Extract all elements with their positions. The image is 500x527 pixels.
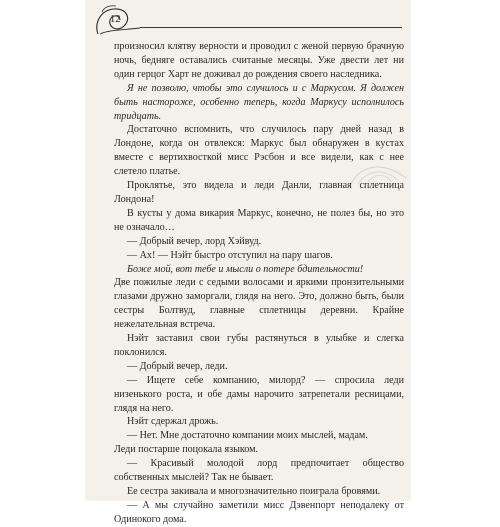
paragraph: В кусты у дома викария Маркус, конечно, не полез бы, но это не означало…: [114, 207, 404, 233]
paragraph: Нэйт заставил свои губы растянуться в улыбке и слегка поклонился.: [114, 333, 404, 358]
paragraph: — Красивый молодой лорд предпочитает общество собственных мыслей? Так не бывает.: [114, 458, 404, 484]
paragraph: — Добрый вечер, лорд Хэйвуд.: [127, 235, 262, 247]
paragraph: — Нет. Мне достаточно компании моих мыслей, мадам.: [127, 430, 368, 442]
paragraph: Достаточно вспомнить, что случилось пару дней назад в Лондоне, когда он отвлекся: Маркус был обнаружен в кустах вместе с вертихвосткой мисс Рэсбон и все видели, как с нее слетело платье.: [114, 124, 404, 178]
paragraph: Леди постарше поцокала языком.: [114, 444, 259, 456]
paragraph: Я не позволю, чтобы это случилось и с Маркусом. Я должен быть настороже, особенно теперь, когда Маркусу исполнилось тридцать.: [114, 82, 404, 122]
paragraph: Проклятье, это видела и леди Данли, главная сплетница Лондона!: [114, 180, 404, 205]
body-text: [114, 40, 404, 527]
header-rule: [140, 27, 402, 28]
paragraph: — Добрый вечер, леди.: [127, 360, 228, 372]
book-page: [86, 0, 410, 525]
paragraph: произносил клятву верности и проводил с женой первую брачную ночь, бедняге оставались считаные месяцы. Уже двести лет ни один герцог Харт не доживал до рождения своего наследника.: [114, 41, 404, 80]
paragraph: Боже мой, вот тебе и мысли о потере бдительности!: [127, 263, 364, 275]
paragraph: Нэйт сдержал дрожь.: [127, 416, 219, 428]
paragraph: — Ах! — Нэйт быстро отступил на пару шагов.: [127, 249, 333, 261]
paragraph: Две пожилые леди с седыми волосами и яркими пронзительными глазами дружно заморгали, глядя на него. Это, должно быть, были сестры Болтвуд, главные сплетницы деревни. Крайне нежелательная встреча.: [114, 277, 404, 331]
page-header: [86, 0, 410, 40]
page-number: 12: [110, 14, 121, 25]
paragraph: — Ищете себе компанию, милорд? — спросила леди низенького роста, и обе дамы нарочито затрепетали ресницами, глядя на него.: [114, 374, 404, 414]
paragraph: — А мы случайно заметили мисс Дэвенпорт неподалеку от Одинокого дома.: [114, 499, 404, 525]
paragraph: Ее сестра закивала и многозначительно поиграла бровями.: [127, 486, 381, 497]
